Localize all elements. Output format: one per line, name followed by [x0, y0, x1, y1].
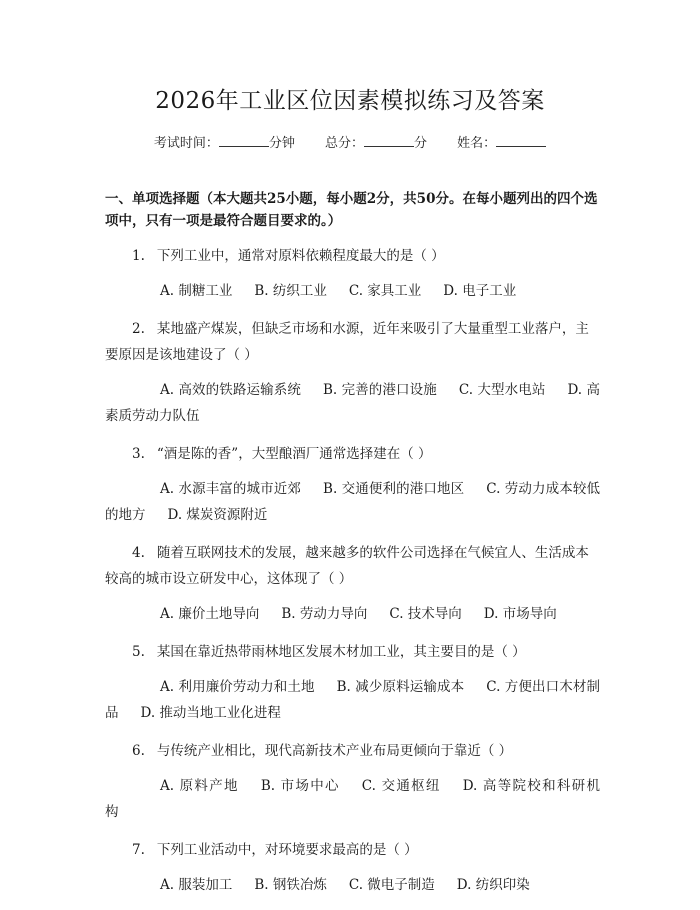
option-d: D. 推动当地工业化进程	[140, 705, 281, 721]
question-text: 随着互联网技术的发展，越来越多的软件公司选择在气候宜人、生活成本较高的城市设立研发中心，这体现了（ ）	[105, 545, 589, 587]
exam-time-blank	[219, 134, 269, 147]
name-label: 姓名：	[457, 136, 497, 151]
question-options	[105, 476, 600, 528]
option-a: A. 服装加工	[160, 877, 233, 893]
question-item	[105, 441, 600, 528]
exam-time-unit: 分钟	[268, 136, 295, 151]
question-item	[105, 837, 600, 898]
section-heading: 一、单项选择题（本大题共25小题，每小题2分，共50分。在每小题列出的四个选项中，只有一项是最符合题目要求的。）	[105, 191, 598, 229]
question-options	[105, 773, 600, 825]
exam-time-label: 考试时间：	[153, 136, 219, 151]
option-d: D. 高素质劳动力队伍	[105, 382, 600, 424]
option-b: B. 完善的港口设施	[322, 382, 437, 398]
question-item	[105, 738, 600, 825]
total-score-blank	[364, 134, 414, 147]
question-number: 7.	[132, 842, 145, 858]
question-text: 下列工业活动中，对环境要求最高的是（ ）	[156, 842, 418, 858]
option-c: C. 劳动力成本较低的地方	[105, 481, 600, 523]
question-number: 1.	[132, 248, 145, 264]
question-stem	[105, 837, 600, 863]
question-number: 3.	[132, 446, 145, 462]
option-a: A. 利用廉价劳动力和土地	[160, 679, 315, 695]
option-b: B. 市场中心	[260, 778, 340, 794]
option-d: D. 煤炭资源附近	[167, 507, 268, 523]
exam-time-field	[154, 136, 299, 151]
question-options	[105, 601, 600, 627]
option-b: B. 交通便利的港口地区	[323, 481, 465, 497]
total-score-unit: 分	[414, 136, 428, 151]
name-blank	[496, 134, 546, 147]
question-text: 下列工业中，通常对原料依赖程度最大的是（ ）	[156, 248, 445, 264]
total-score-field	[325, 136, 431, 151]
option-c: C. 家具工业	[348, 283, 422, 299]
question-item	[105, 243, 600, 304]
option-a: A. 原料产地	[160, 778, 239, 794]
question-stem	[105, 738, 600, 764]
option-d: D. 市场导向	[483, 606, 557, 622]
question-options	[105, 377, 600, 429]
option-c: C. 方便出口木材制品	[105, 679, 600, 721]
question-options	[105, 872, 600, 898]
question-number: 4.	[132, 545, 145, 561]
question-number: 5.	[132, 644, 145, 660]
option-b: B. 钢铁冶炼	[254, 877, 327, 893]
question-list	[105, 243, 600, 910]
total-score-label: 总分：	[324, 136, 364, 151]
question-number: 2.	[132, 321, 145, 337]
exam-info	[0, 132, 700, 151]
option-a: A. 制糖工业	[160, 283, 233, 299]
name-field	[457, 136, 546, 151]
question-item	[105, 540, 600, 627]
question-stem	[105, 639, 600, 665]
option-b: B. 劳动力导向	[281, 606, 368, 622]
question-stem	[105, 243, 600, 269]
option-b: B. 减少原料运输成本	[336, 679, 465, 695]
option-b: B. 纺织工业	[254, 283, 327, 299]
question-item	[105, 639, 600, 726]
option-c: C. 微电子制造	[348, 877, 435, 893]
question-text: 某地盛产煤炭，但缺乏市场和水源，近年来吸引了大量重型工业落户，主要原因是该地建设了（ ）	[105, 321, 589, 363]
question-item	[105, 316, 600, 429]
option-d: D. 高等院校和科研机构	[105, 778, 600, 820]
option-a: A. 高效的铁路运输系统	[160, 382, 301, 398]
option-c: C. 大型水电站	[458, 382, 546, 398]
question-stem	[105, 540, 600, 592]
option-a: A. 廉价土地导向	[160, 606, 260, 622]
question-text: “酒是陈的香”，大型酿酒厂通常选择建在（ ）	[156, 446, 432, 462]
question-text: 与传统产业相比，现代高新技术产业布局更倾向于靠近（ ）	[156, 743, 513, 759]
question-text: 某国在靠近热带雨林地区发展木材加工业，其主要目的是（ ）	[156, 644, 526, 660]
option-c: C. 技术导向	[389, 606, 462, 622]
question-number: 6.	[132, 743, 145, 759]
question-options	[105, 278, 600, 304]
page-title: 2026年工业区位因素模拟练习及答案	[155, 88, 545, 114]
option-c: C. 交通枢纽	[361, 778, 441, 794]
option-d: D. 电子工业	[443, 283, 517, 299]
option-d: D. 纺织印染	[456, 877, 530, 893]
question-options	[105, 674, 600, 726]
question-stem	[105, 441, 600, 467]
option-a: A. 水源丰富的城市近郊	[160, 481, 302, 497]
question-stem	[105, 316, 600, 368]
